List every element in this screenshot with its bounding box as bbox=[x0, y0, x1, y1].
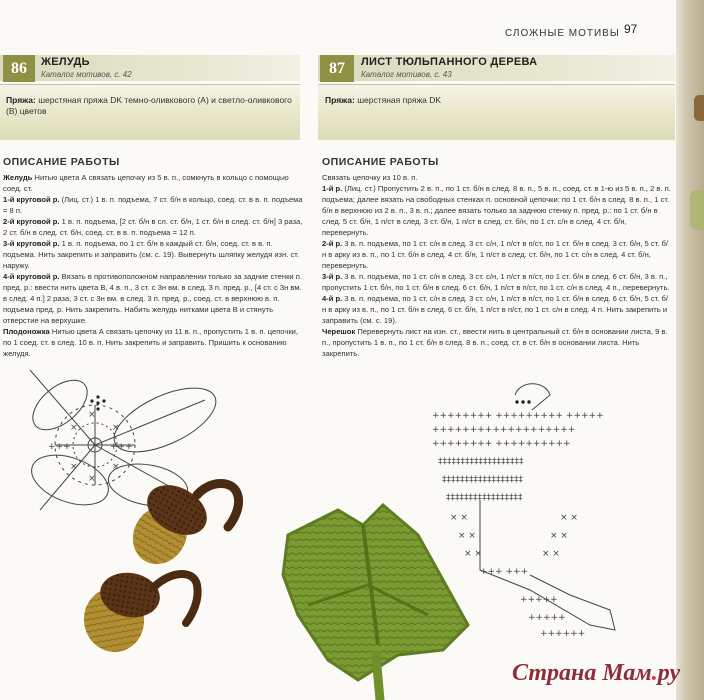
right-section-title: ОПИСАНИЕ РАБОТЫ bbox=[322, 156, 439, 168]
right-pattern-number: 87 bbox=[320, 55, 354, 82]
left-yarn-text: шерстяная пряжа DK темно-оливкового (А) и светло-оливкового (В) цветов bbox=[6, 95, 292, 116]
page-number: 97 bbox=[624, 22, 638, 36]
right-para bbox=[322, 271, 672, 293]
svg-text:×: × bbox=[112, 423, 120, 433]
right-para bbox=[322, 293, 672, 326]
right-para-text: (Лиц. ст.) Пропустить 2 в. п., по 1 ст. б/н в след. 8 в. п., 5 в. п., соед. ст. в 1-ю из 5 в. п., 2 в. п. подъема; далее вязать на свободных стенках п. основной цепочки: по 1 ст. б/н в след. 8 в. п., 1 ст. б/н в верхнюю из 2 в. п., 3 в. п.; далее вязать только за заднюю стенку п. пред. р.: по 1 ст. б/н в след. 5 ст. б/н, 1 п/ст в след. 3 ст. б/н, 1 п/ст в след. ст. б/н, по 1 ст. с/н в след. 4 ст. б/н, перевернуть. bbox=[322, 184, 671, 237]
left-para-lead: 1-й круговой р. bbox=[3, 195, 60, 204]
left-para bbox=[3, 172, 303, 194]
left-pattern-title: ЖЕЛУДЬ bbox=[41, 56, 90, 68]
svg-text:+++: +++ bbox=[48, 442, 71, 452]
svg-text:+++: +++ bbox=[110, 442, 133, 452]
svg-text:× ×: × × bbox=[560, 513, 578, 523]
svg-text:++++++++ ++++++++++: ++++++++ ++++++++++ bbox=[432, 439, 571, 449]
svg-text:+++++: +++++ bbox=[520, 595, 558, 605]
svg-text:++++++: ++++++ bbox=[540, 629, 586, 639]
left-para-lead: Желудь bbox=[3, 173, 33, 182]
left-para-text: 1 в. п. подъема, [2 ст. б/н в сл. ст. б/н, 1 ст. б/н в след. ст. б/н] 3 раза, 2 ст. б/н в след. ст. б/н, соед. ст. в в. п. подъема = 12 п. bbox=[3, 217, 303, 237]
facing-page-leaf-edge bbox=[690, 190, 704, 230]
svg-text:× ×: × × bbox=[542, 549, 560, 559]
watermark-text: Страна Мам bbox=[512, 660, 652, 686]
left-para-text: Нитью цвета А связать цепочку из 11 в. п., пропустить 1 в. п. цепочки, по 1 соед. ст. в след. 10 в. п. Нить закрепить и заправить. Пришить к основанию желудя. bbox=[3, 327, 298, 358]
right-para bbox=[322, 238, 672, 271]
svg-text:‡‡‡‡‡‡‡‡‡‡‡‡‡‡‡‡‡‡: ‡‡‡‡‡‡‡‡‡‡‡‡‡‡‡‡‡‡ bbox=[442, 475, 523, 485]
svg-text:++++++++ +++++++++ +++++: ++++++++ +++++++++ +++++ bbox=[432, 411, 604, 421]
right-para-lead: 3-й р. bbox=[322, 272, 343, 281]
right-pattern-title: ЛИСТ ТЮЛЬПАННОГО ДЕРЕВА bbox=[361, 56, 538, 68]
right-para-text: Связать цепочку из 10 в. п. bbox=[322, 173, 418, 182]
left-catalog-ref: Каталог мотивов, с. 42 bbox=[41, 70, 132, 79]
svg-text:‡‡‡‡‡‡‡‡‡‡‡‡‡‡‡‡‡: ‡‡‡‡‡‡‡‡‡‡‡‡‡‡‡‡‡ bbox=[446, 493, 523, 503]
svg-text:× ×: × × bbox=[464, 549, 482, 559]
svg-text:+++ +++: +++ +++ bbox=[480, 567, 529, 577]
svg-text:×: × bbox=[112, 462, 120, 472]
left-instructions bbox=[3, 172, 303, 359]
running-head: СЛОЖНЫЕ МОТИВЫ bbox=[505, 28, 620, 39]
right-yarn bbox=[325, 95, 670, 106]
left-para-text: (Лиц. ст.) 1 в. п. подъема, 7 ст. б/н в кольцо, соед. ст. в в. п. подъема = 8 п. bbox=[3, 195, 303, 215]
left-yarn bbox=[6, 95, 296, 117]
left-para bbox=[3, 271, 303, 326]
right-yarn-box bbox=[318, 85, 675, 140]
right-para-text: Перевернуть лист на изн. ст., ввести нить в центральный ст. б/н в основании листа, 9 в. п., пропустить 1 в. п., по 1 ст. б/н в след. 8 в. п., соед. ст. в ст. б/н в основании листа. Нить закрепить. bbox=[322, 327, 668, 358]
acorn-photo-icon bbox=[82, 475, 272, 685]
right-para-lead: Черешок bbox=[322, 327, 356, 336]
left-para bbox=[3, 238, 303, 271]
right-yarn-label: Пряжа: bbox=[325, 95, 355, 105]
site-watermark bbox=[512, 660, 680, 687]
svg-text:× ×: × × bbox=[450, 513, 468, 523]
right-yarn-text: шерстяная пряжа DK bbox=[357, 95, 442, 105]
left-para-lead: 4-й круговой р. bbox=[3, 272, 60, 281]
left-pattern-number: 86 bbox=[3, 55, 35, 82]
left-para-text: Нитью цвета А связать цепочку из 5 в. п., сомкнуть в кольцо с помощью соед. ст. bbox=[3, 173, 289, 193]
right-para-text: 3 в. п. подъема, по 1 ст. с/н в след. 3 ст. с/н, 1 п/ст в п/ст, по 1 ст. б/н в след. 6 ст. б/н, 5 ст. б/н в арку из в. п., по 1 ст. б/н в след. 6 ст. б/н, 1 п/ст в п/ст, по 1 ст. с/н в след. 4 п. Нить закрепить и заправить (см. с. 19). bbox=[322, 294, 668, 325]
right-instructions bbox=[322, 172, 672, 359]
left-para-text: Вязать в противоположном направлении только за задние стенки п. пред. р.: ввести нить цвета В, 4 в. п., 3 ст. с 3н вм. в след. 3 п. пред. р., [4 ст. с 3н вм. в след. 4 п.] 2 раза, 3 ст. с 3н вм. в след. 3 п. пред. р., соед. ст. в верхнюю в. п. подъема пред. р. Нить закрепить. Набить желудь нитками цвета В и стянуть отверстие на верхушке. bbox=[3, 272, 302, 325]
left-para bbox=[3, 194, 303, 216]
watermark-dot: . bbox=[651, 660, 658, 686]
svg-text:×: × bbox=[88, 474, 96, 484]
right-para-text: 3 в. п. подъема, по 1 ст. с/н в след. 3 ст. с/н, 1 п/ст в п/ст, по 1 ст. б/н в след. 6 ст. б/н, 3 в. п., пропустить 1 ст. б/н, по 1 ст. б/н в след. 6 ст. б/н, 1 п/ст в п/ст, по 1 ст. с/н в след. 4 п., перевернуть. bbox=[322, 272, 670, 292]
right-para-lead: 1-й р. bbox=[322, 184, 343, 193]
right-para bbox=[322, 172, 672, 183]
left-para bbox=[3, 216, 303, 238]
watermark-tld: ру bbox=[657, 660, 681, 686]
left-section-title: ОПИСАНИЕ РАБОТЫ bbox=[3, 156, 120, 168]
svg-text:‡‡‡‡‡‡‡‡‡‡‡‡‡‡‡‡‡‡‡: ‡‡‡‡‡‡‡‡‡‡‡‡‡‡‡‡‡‡‡ bbox=[438, 457, 524, 467]
left-para-text: 1 в. п. подъема, по 1 ст. б/н в каждый ст. б/н, соед. ст. в в. п. подъема. Нить закрепить и заправить (см. с. 19). Вывернуть шляпку желудя изн. ст. наружу. bbox=[3, 239, 299, 270]
right-catalog-ref: Каталог мотивов, с. 43 bbox=[361, 70, 452, 79]
left-para-lead: 3-й круговой р. bbox=[3, 239, 60, 248]
left-yarn-label: Пряжа: bbox=[6, 95, 36, 105]
right-para bbox=[322, 183, 672, 238]
svg-text:×: × bbox=[70, 423, 78, 433]
facing-page-acorn-edge bbox=[694, 95, 704, 121]
right-para-text: 3 в. п. подъема, по 1 ст. с/н в след. 3 ст. с/н, 1 п/ст в п/ст, по 1 ст. б/н в след. 3 ст. б/н, 5 ст. б/н в арку из в. п., по 1 ст. б/н в след. 4 ст. б/н, 1 п/ст в след. ст. б/н, по 1 ст. с/н в след. 4 ст. б/н, перевернуть. bbox=[322, 239, 668, 270]
right-para-lead: 2-й р. bbox=[322, 239, 343, 248]
right-para-lead: 4-й р. bbox=[322, 294, 343, 303]
svg-text:×: × bbox=[88, 410, 96, 420]
svg-text:+++++: +++++ bbox=[528, 613, 566, 623]
right-para bbox=[322, 326, 672, 359]
svg-text:×: × bbox=[70, 462, 78, 472]
tulip-leaf-chart-icon bbox=[420, 380, 635, 650]
svg-text:× ×: × × bbox=[550, 531, 568, 541]
left-para-lead: Плодоножка bbox=[3, 327, 50, 336]
svg-text:× ×: × × bbox=[458, 531, 476, 541]
left-para-lead: 2-й круговой р. bbox=[3, 217, 60, 226]
svg-text:+++++++++++++++++++: +++++++++++++++++++ bbox=[432, 425, 576, 435]
